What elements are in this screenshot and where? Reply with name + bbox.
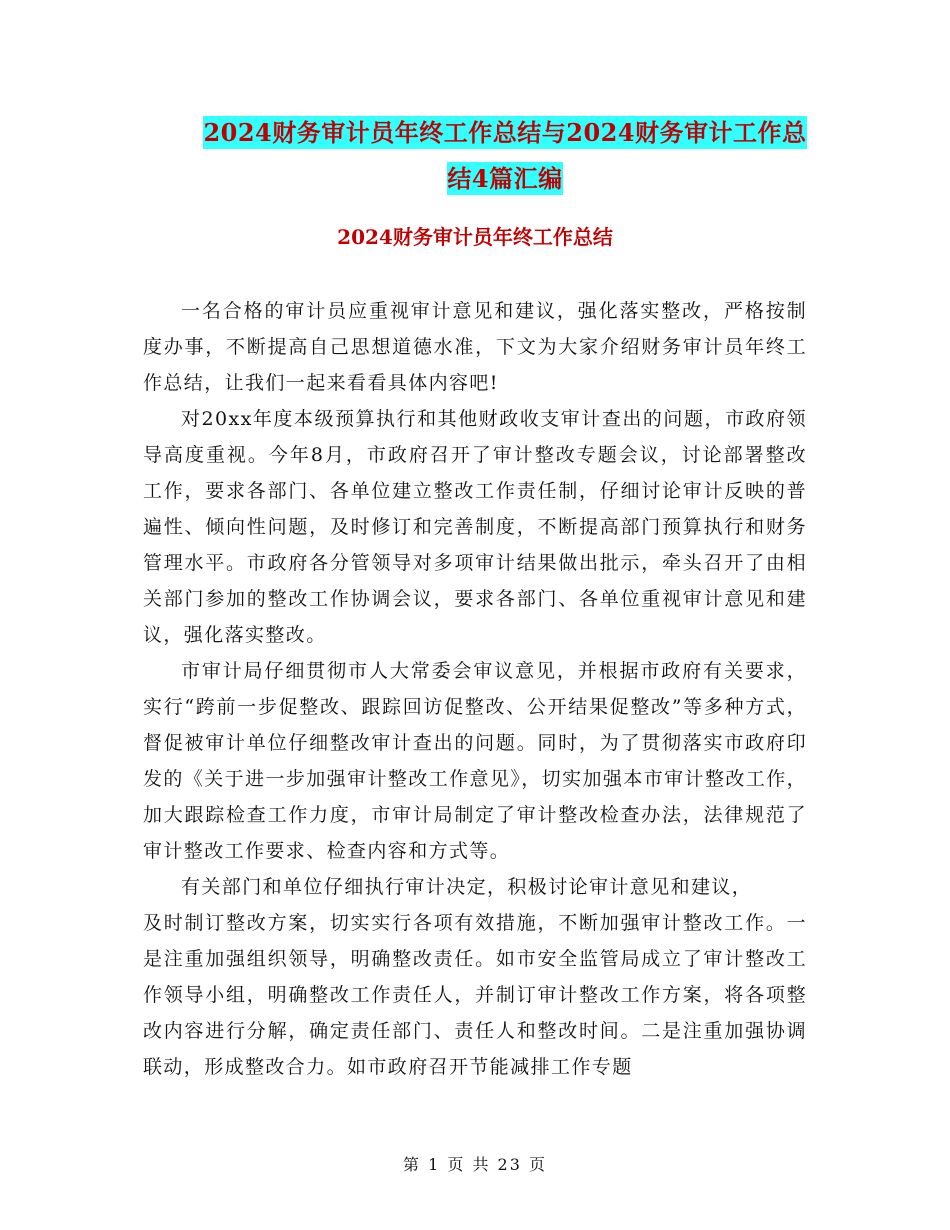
paragraph: 对20xx年度本级预算执行和其他财政收支审计查出的问题，市政府领导高度重视。今年8月，市政府召开了审计整改专题会议，讨论部署整改工作，要求各部门、各单位建立整改工作责任制，仔细讨论审计反映的普遍性、倾向性问题，及时修订和完善制度，不断提高部门预算执行和财务管理水平。市政府各分管领导对多项审计结果做出批示，牵头召开了由相关部门参加的整改工作协调会议，要求各部门、各单位重视审计意见和建议，强化落实整改。 — [143, 408, 807, 646]
title-line-1: 2024财务审计员年终工作总结与2024财务审计工作总 — [203, 118, 807, 147]
section-title: 2024财务审计员年终工作总结 — [337, 225, 613, 249]
title-line-2: 结4篇汇编 — [447, 164, 563, 193]
paragraph: 及时制订整改方案，切实实行各项有效措施，不断加强审计整改工作。一是注重加强组织领导，明确整改责任。如市安全监管局成立了审计整改工作领导小组，明确整改工作责任人，并制订审计整改工作方案，将各项整改内容进行分解，确定责任部门、责任人和整改时间。二是注重加强协调联动，形成整改合力。如市政府召开节能减排工作专题 — [143, 912, 807, 1078]
paragraph: 有关部门和单位仔细执行审计决定，积极讨论审计意见和建议， — [181, 876, 753, 898]
paragraph: 市审计局仔细贯彻市人大常委会审议意见，并根据市政府有关要求，实行“跨前一步促整改、跟踪回访促整改、公开结果促整改”等多种方式，督促被审计单位仔细整改审计查出的问题。同时，为了贯彻落实市政府印发的《关于进一步加强审计整改工作意见》，切实加强本市审计整改工作，加大跟踪检查工作力度，市审计局制定了审计整改检查办法，法律规范了审计整改工作要求、检查内容和方式等。 — [143, 660, 807, 862]
body-text — [143, 293, 807, 1085]
paragraph: 一名合格的审计员应重视审计意见和建议，强化落实整改，严格按制度办事，不断提高自己思想道德水准，下文为大家介绍财务审计员年终工作总结，让我们一起来看看具体内容吧! — [143, 300, 807, 394]
page-footer: 第 1 页 共 23 页 — [403, 1155, 547, 1174]
document-title — [140, 110, 870, 202]
